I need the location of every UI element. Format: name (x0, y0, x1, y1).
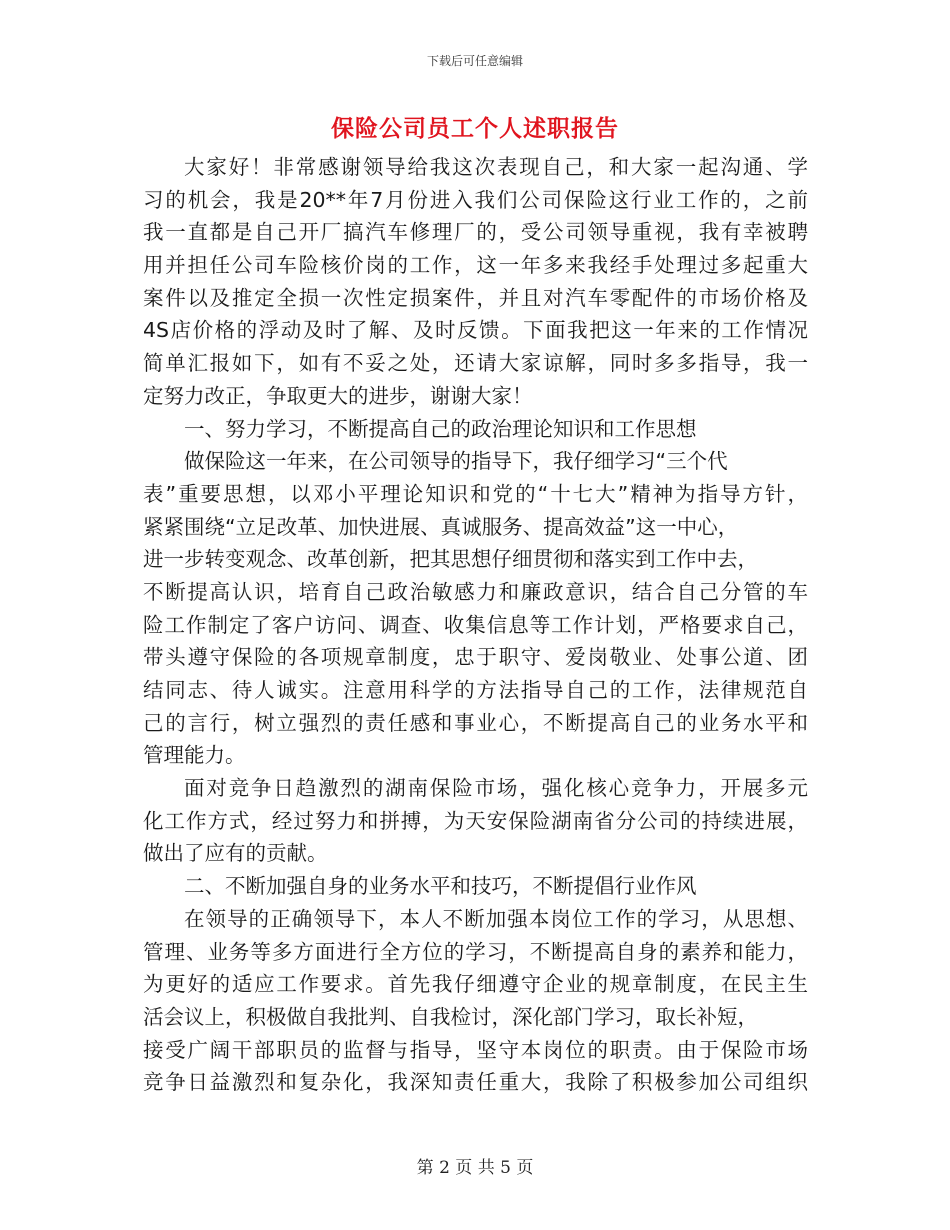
document-title: 保险公司员工个人述职报告 (331, 116, 619, 142)
body-line: 习的机会，我是20**年7月份进入我们公司保险这行业工作的，之前 (143, 187, 808, 212)
body-line: 接受广阔干部职员的监督与指导，坚守本岗位的职责。由于保险市场 (143, 1037, 808, 1062)
body-line: 竞争日益激烈和复杂化，我深知责任重大，我除了积极参加公司组织 (143, 1070, 808, 1095)
body-line: 带头遵守保险的各项规章制度，忠于职守、爱岗敬业、处事公道、团 (143, 645, 808, 670)
body-line: 紧紧围绕“立足改革、加快进展、真诚服务、提高效益”这一中心， (143, 514, 739, 539)
body-line: 大家好！非常感谢领导给我这次表现自己，和大家一起沟通、学 (184, 155, 808, 179)
document-body (143, 151, 808, 1099)
section-heading: 一、努力学习，不断提高自己的政治理论知识和工作思想 (184, 416, 697, 441)
body-line: 管理能力。 (143, 743, 246, 768)
body-line: 4S店价格的浮动及时了解、及时反馈。下面我把这一年来的工作情况 (143, 318, 808, 343)
body-line: 定努力改正，争取更大的进步，谢谢大家！ (143, 383, 533, 408)
body-line: 用并担任公司车险核价岗的工作，这一年多来我经手处理过多起重大 (143, 253, 808, 278)
page-header-note: 下载后可任意编辑 (426, 54, 523, 68)
body-line: 结同志、待人诚实。注意用科学的方法指导自己的工作，法律规范自 (143, 678, 808, 702)
body-line: 简单汇报如下，如有不妥之处，还请大家谅解，同时多多指导，我一 (143, 351, 808, 376)
body-line: 表”重要思想，以邓小平理论知识和党的“十七大”精神为指导方针， (143, 481, 808, 506)
body-line: 为更好的适应工作要求。首先我仔细遵守企业的规章制度，在民主生 (143, 972, 808, 997)
body-line: 己的言行，树立强烈的责任感和事业心，不断提高自己的业务水平和 (143, 710, 808, 735)
body-line: 不断提高认识，培育自己政治敏感力和廉政意识，结合自己分管的车 (143, 579, 808, 604)
body-line: 活会议上，积极做自我批判、自我检讨，深化部门学习，取长补短， (143, 1004, 758, 1029)
body-line: 在领导的正确领导下，本人不断加强本岗位工作的学习，从思想、 (184, 906, 808, 931)
body-line: 案件以及推定全损一次性定损案件，并且对汽车零配件的市场价格及 (143, 285, 808, 310)
page-number-footer: 第 2 页 共 5 页 (416, 1158, 534, 1178)
body-line: 做出了应有的贡献。 (143, 841, 328, 866)
body-line: 进一步转变观念、改革创新，把其思想仔细贯彻和落实到工作中去， (143, 547, 758, 572)
section-heading: 二、不断加强自身的业务水平和技巧，不断提倡行业作风 (184, 874, 697, 899)
body-line: 做保险这一年来，在公司领导的指导下，我仔细学习“三个代 (184, 449, 728, 474)
body-line: 险工作制定了客户访问、调查、收集信息等工作计划，严格要求自己， (143, 612, 808, 637)
body-line: 我一直都是自己开厂搞汽车修理厂的，受公司领导重视，我有幸被聘 (143, 220, 808, 245)
body-line: 化工作方式，经过努力和拼搏，为天安保险湖南省分公司的持续进展， (143, 808, 808, 833)
body-line: 管理、业务等多方面进行全方位的学习，不断提高自身的素养和能力， (143, 939, 808, 964)
body-line: 面对竞争日趋激烈的湖南保险市场，强化核心竞争力，开展多元 (184, 776, 808, 801)
